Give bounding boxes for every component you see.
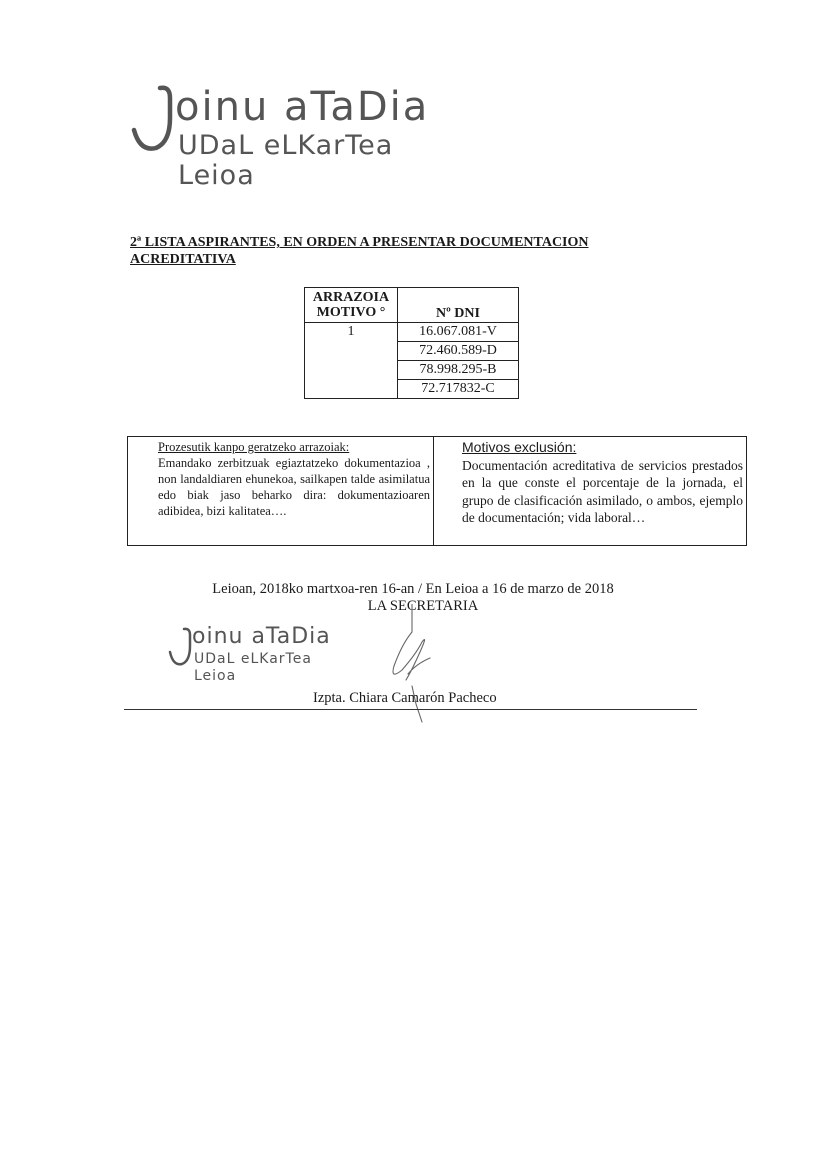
signer-name: Izpta. Chiara Camarón Pacheco	[313, 690, 497, 706]
table-header-row	[305, 288, 519, 323]
dni-cell: 72.460.589-D	[398, 342, 519, 361]
soinu-atadia-logo	[130, 72, 450, 191]
exclusion-spanish-title: Motivos exclusión:	[462, 439, 577, 455]
stamp-line-2: UDaL eLKarTea	[194, 651, 312, 667]
dni-cell: 78.998.295-B	[398, 361, 519, 380]
soinu-atadia-stamp-logo	[168, 622, 348, 684]
dni-cell: 16.067.081-V	[398, 323, 519, 342]
stamp-line-1: oinu aTaDia	[192, 624, 331, 649]
motive-header-line-2: MOTIVO °	[316, 305, 386, 320]
signature-rule	[124, 709, 697, 710]
dni-table	[304, 287, 519, 399]
table-row	[305, 323, 519, 342]
motive-header	[305, 288, 398, 323]
exclusion-spanish-text: Documentación acreditativa de servicios prestados en la que conste el porcentaje de la jornada, el grupo de clasificación asimilado, o ambos, ejemplo de documentación; vida laboral…	[462, 457, 743, 525]
secretaria-title: LA SECRETARIA	[367, 598, 479, 614]
stamp-swoosh-icon	[168, 626, 194, 672]
exclusion-spanish-column	[434, 437, 746, 545]
exclusion-basque-column	[128, 437, 434, 545]
exclusion-reasons-box	[127, 436, 747, 546]
logo-swoosh-icon	[130, 82, 178, 162]
logo-line-1: oinu aTaDia	[175, 84, 430, 130]
stamp-line-3: Leioa	[194, 668, 237, 684]
dni-header: Nº DNI	[398, 288, 519, 323]
document-heading: 2ª LISTA ASPIRANTES, EN ORDEN A PRESENTAR DOCUMENTACION ACREDITATIVA	[130, 235, 589, 267]
date-line: Leioan, 2018ko martxoa-ren 16-an / En Leioa a 16 de marzo de 2018	[212, 581, 614, 597]
exclusion-basque-text: Emandako zerbitzuak egiaztatzeko dokumentazioa , non landaldiaren ehunekoa, sailkapen talde asimilatua edo biak jaso beharko dira: dokumentazioaren adibidea, bizi kalitatea….	[158, 456, 430, 518]
motive-header-line-1: ARRAZOIA	[312, 290, 390, 305]
motive-cell: 1	[305, 323, 398, 399]
logo-line-2: UDaL eLKarTea	[178, 130, 394, 161]
dni-cell: 72.717832-C	[398, 380, 519, 399]
exclusion-basque-title: Prozesutik kanpo geratzeko arrazoiak:	[158, 440, 350, 454]
logo-line-3: Leioa	[178, 160, 255, 191]
